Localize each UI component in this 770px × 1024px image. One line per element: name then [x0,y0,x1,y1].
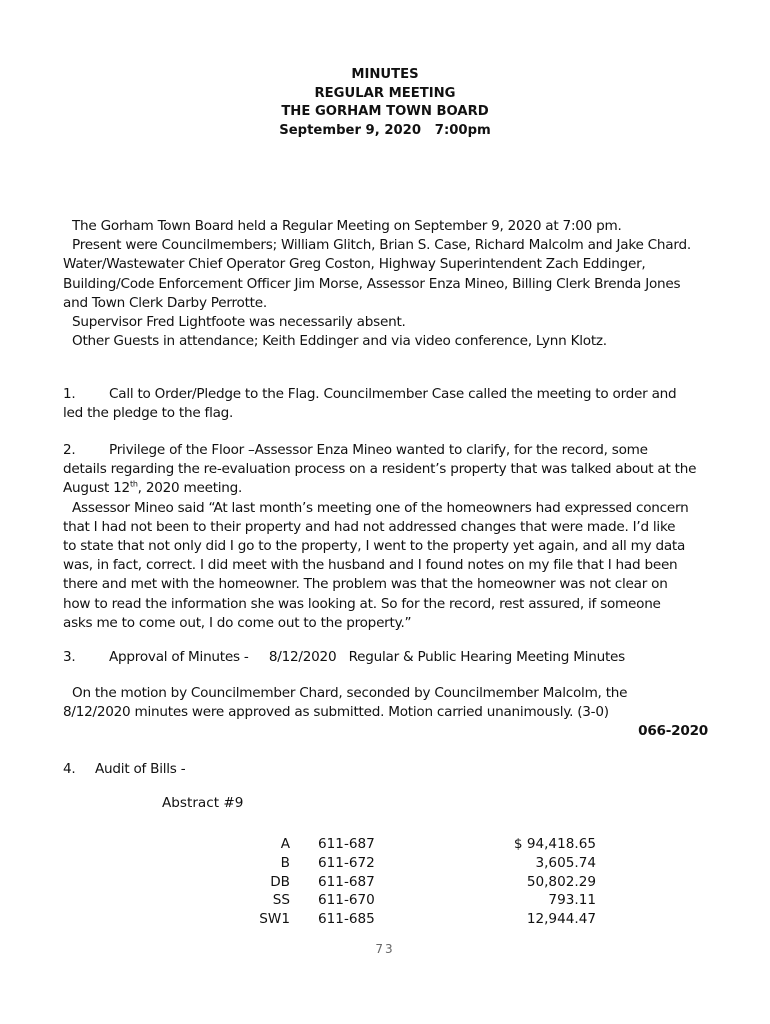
agenda-item-2 [63,441,708,633]
bill-range: 611-685 [318,911,375,928]
bill-amount: 50,802.29 [526,873,596,890]
intro-present-line: Building/Code Enforcement Officer Jim Morse, Assessor Enza Mineo, Billing Clerk Brenda Jones [63,275,681,292]
title-line-meeting-type: REGULAR MEETING [314,85,456,101]
assessor-quote-line: was, in fact, correct. I did meet with the husband and I found notes on my file that I had been [63,557,678,574]
item-2-text [63,479,708,498]
bills-fund-column [250,835,290,929]
bill-fund: A [280,836,290,852]
title-line-board: THE GORHAM TOWN BOARD [281,104,489,119]
intro-present-line: Present were Councilmembers; William Glitch, Brian S. Case, Richard Malcolm and Jake Chard. [72,237,691,254]
bill-range: 611-687 [318,836,375,852]
bill-range: 611-670 [318,892,375,909]
item-number: 4. [63,761,76,777]
title-line-minutes: MINUTES [351,67,419,82]
intro-meeting-held: The Gorham Town Board held a Regular Meeting on September 9, 2020 at 7:00 pm. [72,218,622,234]
intro-present-line: Water/Wastewater Chief Operator Greg Coston, Highway Superintendent Zach Eddinger, [63,256,646,273]
item-number: 2. [63,442,76,458]
item-number: 3. [63,649,76,665]
bill-range: 611-687 [318,873,375,890]
bill-fund: SS [272,892,290,909]
agenda-item-3 [63,648,708,667]
page-number: 73 [375,942,395,956]
item-4-title: Audit of Bills - [95,761,186,777]
agenda-item-1 [63,385,708,423]
item-2-text: details regarding the re-evaluation process on a resident’s property that was talked about at the [63,461,697,478]
bill-amount: $ 94,418.65 [513,836,596,852]
assessor-quote-line: asks me to come out, I do come out to the property.” [63,614,412,631]
bill-amount: 12,944.47 [526,911,596,928]
assessor-quote-line: how to read the information she was looking at. So for the record, rest assured, if someone [63,595,661,612]
bill-amount: 793.11 [548,892,596,909]
intro-absent: Supervisor Fred Lightfoote was necessarily absent. [72,314,406,331]
abstract-label: Abstract #9 [162,795,244,811]
assessor-quote-line: Assessor Mineo said “At last month’s meeting one of the homeowners had expressed concern [72,499,689,516]
item-1-text: Call to Order/Pledge to the Flag. Councilmember Case called the meeting to order and [109,386,677,402]
item-2-date-end: , 2020 meeting. [137,480,243,497]
item-1-text: led the pledge to the flag. [63,405,234,422]
item-number: 1. [63,386,76,402]
bill-fund: B [280,854,290,871]
bills-range-column [318,835,388,929]
intro-section [63,217,708,351]
item-3-title: Approval of Minutes - 8/12/2020 Regular & Public Hearing Meeting Minutes [109,649,625,665]
assessor-quote-line: there and met with the homeowner. The problem was that the homeowner was not clear on [63,576,668,593]
resolution-number: 066-2020 [638,723,708,740]
bill-fund: SW1 [259,911,290,928]
bill-range: 611-672 [318,854,375,871]
item-3-motion [63,684,708,742]
agenda-item-4 [63,760,708,779]
motion-line: On the motion by Councilmember Chard, seconded by Councilmember Malcolm, the [72,685,628,701]
item-2-date: August 12 [63,480,130,497]
document-title [0,66,770,140]
assessor-quote-line: to state that not only did I go to the property, I went to the property yet again, and all my data [63,538,686,555]
bills-amount-column [490,835,596,929]
bill-amount: 3,605.74 [535,854,596,871]
intro-present-line: and Town Clerk Darby Perrotte. [63,294,267,311]
title-line-date: September 9, 2020 7:00pm [279,122,491,138]
motion-line: 8/12/2020 minutes were approved as submitted. Motion carried unanimously. (3-0) [63,704,609,721]
assessor-quote-line: that I had not been to their property and had not addressed changes that were made. I’d like [63,518,676,535]
bill-fund: DB [270,873,290,890]
intro-guests: Other Guests in attendance; Keith Eddinger and via video conference, Lynn Klotz. [72,333,607,350]
item-2-text: Privilege of the Floor –Assessor Enza Mineo wanted to clarify, for the record, some [109,442,648,458]
ordinal-suffix: th [129,479,138,489]
